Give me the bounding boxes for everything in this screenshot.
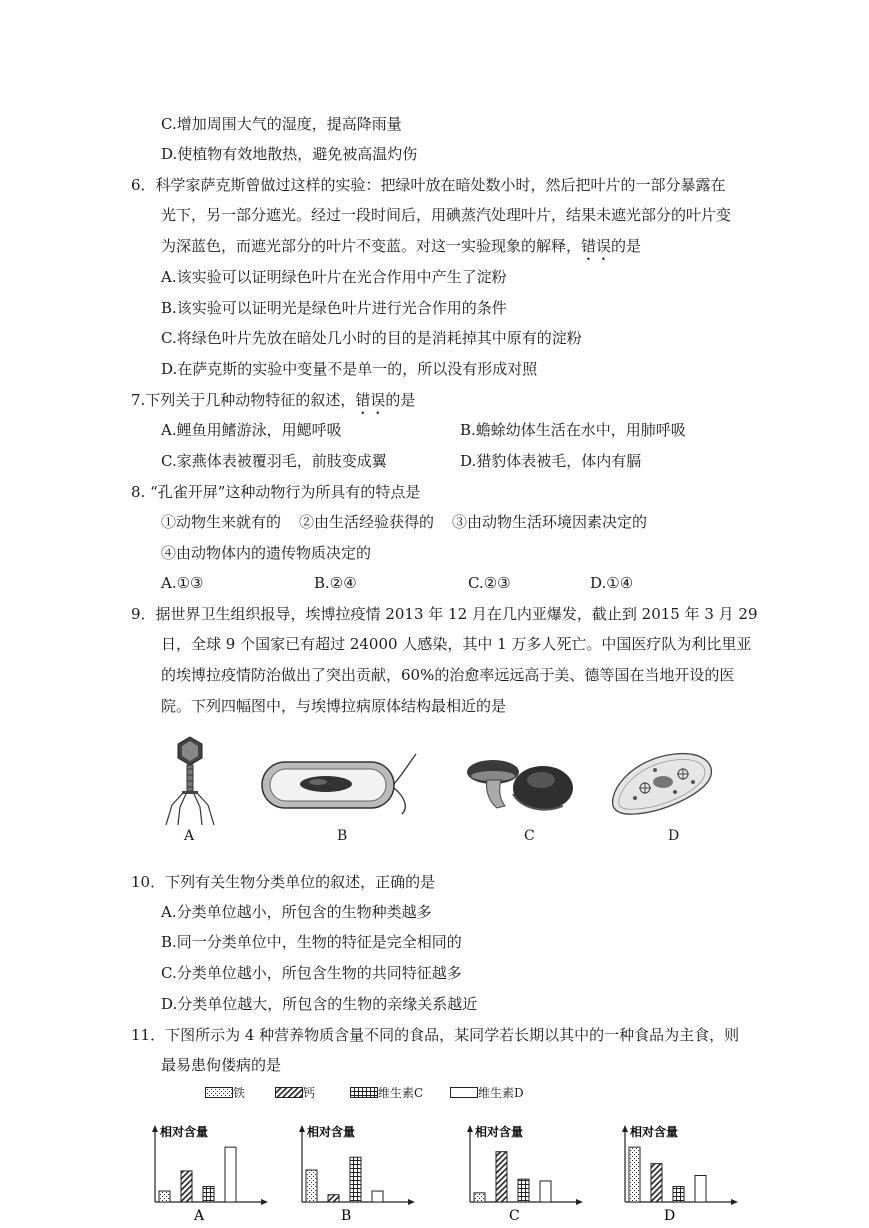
legend-vitamin-c-label: 维生素C (378, 1086, 424, 1100)
q7-option-c: C.家燕体表被覆羽毛，前肢变成翼 (161, 452, 387, 470)
chart-title: 相对含量 (475, 1125, 524, 1139)
q11-stem-line2: 最易患佝偻病的是 (161, 1056, 282, 1074)
figure-label-d: D (668, 828, 680, 844)
q8-option-b: B.②④ (314, 574, 357, 592)
bar-vitamin-d (695, 1175, 706, 1202)
figure-label-c: C (524, 828, 535, 844)
x-axis-arrow (731, 1199, 738, 1205)
q10-stem: 10．下列有关生物分类单位的叙述，正确的是 (131, 873, 436, 891)
chart-label: A (194, 1208, 205, 1224)
chart-label: D (664, 1208, 676, 1224)
q10-option-d: D.分类单位越大，所包含的生物的亲缘关系越近 (161, 995, 478, 1013)
bar-vitamin-d (540, 1181, 551, 1202)
q5-option-c: C.增加周围大气的湿度，提高降雨量 (161, 115, 402, 133)
q8-item-4: ④由动物体内的遗传物质决定的 (161, 544, 372, 562)
q11-stem-line1: 11．下图所示为 4 种营养物质含量不同的食品，某同学若长期以其中的一种食品为主食，则 (131, 1026, 740, 1044)
q10-option-a: A.分类单位越小，所包含的生物种类越多 (161, 903, 432, 921)
bar-iron (474, 1193, 485, 1202)
chart-a (150, 1124, 270, 1224)
chart-label: B (341, 1208, 352, 1224)
chart-title: 相对含量 (307, 1125, 356, 1139)
q8-item-1: ①动物生来就有的 (161, 513, 282, 531)
legend-vitamin-c-swatch (350, 1087, 378, 1098)
q5-option-d: D.使植物有效地散热，避免被高温灼伤 (161, 145, 418, 163)
bar-vitamin-c (518, 1179, 529, 1202)
chart-c (465, 1124, 585, 1224)
q9-stem-line3: 的埃博拉疫情防治做出了突出贡献，60%的治愈率远远高于美、德等国在当地开设的医 (161, 666, 735, 684)
bar-calcium (328, 1195, 339, 1202)
bar-vitamin-c (203, 1186, 214, 1202)
q10-option-b: B.同一分类单位中，生物的特征是完全相同的 (161, 933, 462, 951)
bar-calcium (496, 1152, 507, 1202)
q6-stem-line2: 光下，另一部分遮光。经过一段时间后，用碘蒸汽处理叶片，结果未遮光部分的叶片变 (161, 206, 732, 224)
q8-item-2: ②由生活经验获得的 (299, 513, 435, 531)
q6-option-a: A.该实验可以证明绿色叶片在光合作用中产生了淀粉 (161, 268, 507, 286)
y-axis-arrow (467, 1125, 473, 1132)
q8-option-c: C.②③ (468, 574, 511, 592)
q8-stem: 8. “孔雀开屏”这种动物行为所具有的特点是 (131, 483, 421, 501)
mushroom-illustration (463, 750, 583, 820)
x-axis-arrow (576, 1199, 583, 1205)
q7-emphasis: 错误 (355, 391, 386, 409)
q10-option-c: C.分类单位越小，所包含生物的共同特征越多 (161, 964, 462, 982)
paramecium-illustration (605, 748, 720, 818)
q8-option-d: D.①④ (590, 574, 634, 592)
q7-stem-end: 的是 (385, 391, 416, 409)
q6-stem-text: 为深蓝色，而遮光部分的叶片不变蓝。对这一实验现象的解释， (161, 237, 582, 255)
chart-d (620, 1124, 740, 1224)
chart-title: 相对含量 (630, 1125, 679, 1139)
q7-stem-text: 7.下列关于几种动物特征的叙述， (131, 391, 356, 409)
x-axis-arrow (408, 1199, 415, 1205)
q8-option-a: A.①③ (161, 574, 204, 592)
bar-vitamin-d (225, 1147, 236, 1202)
bar-calcium (651, 1164, 662, 1202)
legend-iron (205, 1084, 245, 1101)
chart-b (297, 1124, 417, 1224)
legend-calcium (275, 1084, 315, 1101)
q6-option-b: B.该实验可以证明光是绿色叶片进行光合作用的条件 (161, 299, 507, 317)
q7-option-b: B.蟾蜍幼体生活在水中，用肺呼吸 (460, 421, 686, 439)
q8-item-3: ③由动物生活环境因素决定的 (452, 513, 648, 531)
legend-vitamin-c (350, 1084, 423, 1101)
q6-emphasis: 错误 (581, 237, 612, 255)
y-axis-arrow (622, 1125, 628, 1132)
q6-stem-end: 的是 (611, 237, 642, 255)
bacterium-illustration (258, 752, 423, 817)
bacteriophage-illustration (150, 735, 230, 830)
legend-vitamin-d-label: 维生素D (478, 1086, 524, 1100)
bar-iron (629, 1147, 640, 1202)
q6-stem-line1: 6．科学家萨克斯曾做过这样的实验：把绿叶放在暗处数小时，然后把叶片的一部分暴露在 (131, 176, 726, 194)
chart-label: C (509, 1208, 520, 1224)
q7-option-d: D.猎豹体表被毛，体内有膈 (460, 452, 642, 470)
q6-stem-line3 (161, 236, 641, 264)
bar-calcium (181, 1171, 192, 1202)
y-axis-arrow (299, 1125, 305, 1132)
q9-stem-line2: 日，全球 9 个国家已有超过 24000 人感染，其中 1 万多人死亡。中国医疗队为利比里亚 (161, 635, 752, 653)
legend-calcium-swatch (275, 1087, 303, 1098)
q7-option-a: A.鲤鱼用鳍游泳，用鳃呼吸 (161, 421, 342, 439)
legend-vitamin-d (450, 1084, 524, 1101)
q6-option-d: D.在萨克斯的实验中变量不是单一的，所以没有形成对照 (161, 360, 538, 378)
chart-title: 相对含量 (160, 1125, 209, 1139)
legend-iron-swatch (205, 1087, 233, 1098)
q9-stem-line1: 9．据世界卫生组织报导，埃博拉疫情 2013 年 12 月在几内亚爆发，截止到 2015 年 3 月 29 (131, 605, 758, 623)
legend-calcium-label: 钙 (303, 1086, 316, 1100)
figure-label-a: A (184, 828, 195, 844)
x-axis-arrow (261, 1199, 268, 1205)
q9-stem-line4: 院。下列四幅图中，与埃博拉病原体结构最相近的是 (161, 697, 507, 715)
bar-vitamin-d (372, 1191, 383, 1202)
legend-vitamin-d-swatch (450, 1087, 478, 1098)
q6-option-c: C.将绿色叶片先放在暗处几小时的目的是消耗掉其中原有的淀粉 (161, 329, 582, 347)
bar-iron (306, 1170, 317, 1202)
bar-iron (159, 1191, 170, 1202)
figure-label-b: B (337, 828, 348, 844)
y-axis-arrow (152, 1125, 158, 1132)
bar-vitamin-c (350, 1157, 361, 1202)
legend-iron-label: 铁 (233, 1086, 246, 1100)
q7-stem (131, 390, 415, 418)
bar-vitamin-c (673, 1186, 684, 1202)
